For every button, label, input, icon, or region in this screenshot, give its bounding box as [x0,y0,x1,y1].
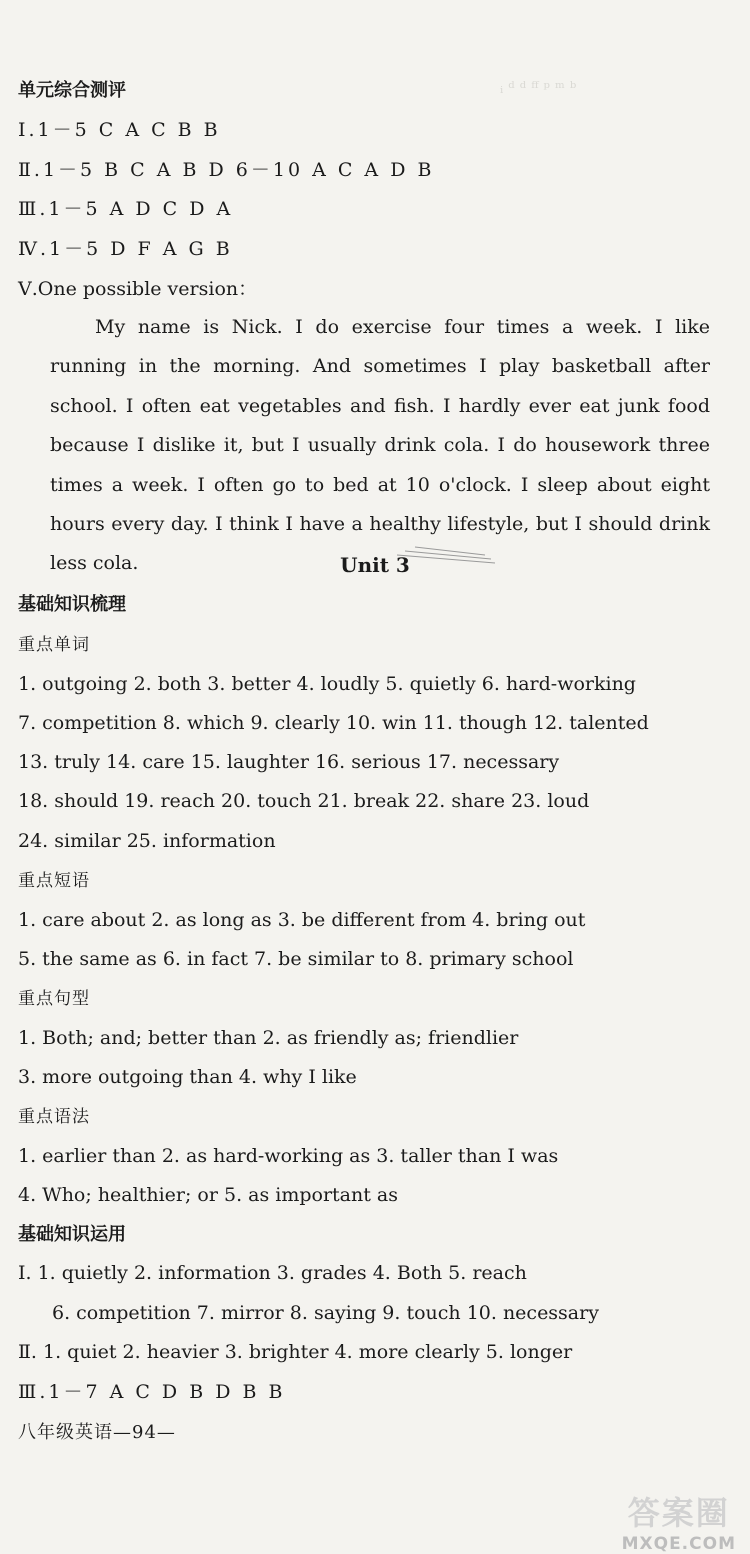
key-grammar-label: 重点语法 [18,1107,90,1127]
answer-line: Ⅲ.1－7 A C D B D B B [18,1381,286,1403]
site-watermark [622,1488,736,1554]
answer-line: 13. truly 14. care 15. laughter 16. serious 17. necessary [18,751,560,773]
answer-line: Ⅲ.1－5 A D C D A [18,198,234,220]
answer-line: 3. more outgoing than 4. why I like [18,1066,357,1088]
pen-scribble [395,541,500,571]
basics-heading: 基础知识梳理 [18,594,126,615]
answer-line: Ⅱ.1－5 B C A B D 6－10 A C A D B [18,159,435,181]
answer-page: ᵢ ᵈ ᵈ ᶠᶠ ᵖ ᵐ ᵇ 单元综合测评 Ⅰ.1－5 C A C B B Ⅱ.1－5 B C A B D 6－10 A C A D B Ⅲ.1－5 A D C D A Ⅳ.1－5 D F A G B Ⅴ.One possible version： My name is Nick. I do exercise four times a week. I like running in the morning. And sometimes I play basketball after school. I often eat vegetables and fish. I hardly ever eat junk food because I dislike it, but I usually drink cola. I do housework three times a week. I often go to bed at 10 o'clock. I sleep about eight hours every day. I think I have a healthy lifestyle, but I should drink less cola. Unit 3 基础知识梳理 重点单词 1. outgoing 2. both 3. better 4. loudly 5. quietly 6. hard-working 7. competition 8. which 9. clearly 10. win 11. though 12. talented 13. truly 14. care 15. laughter 16. serious 17. necessary 18. should 19. reach 20. touch 21. break 22. share 23. loud 24. similar 25. information 重点短语 1. care about 2. as long as 3. be different from 4. bring out 5. the same as 6. in fact 7. be similar to 8. primary school 重点句型 1. Both; and; better than 2. as friendly as; friendlier 3. more outgoing than 4. why I like 重点语法 1. earlier than 2. as hard-working as 3. taller than I was 4. Who; healthier; or 5. as important as 基础知识运用 Ⅰ. 1. quietly 2. information 3. grades 4. Both 5. reach 6. competition 7. mirror 8. saying 9. touch 10. necessary Ⅱ. 1. quiet 2. heavier 3. brighter 4. more clearly 5. longer Ⅲ.1－7 A C D B D B B 八年级英语—94— 答案圈 MXQE.COM [0,0,750,1554]
answer-line: 1. Both; and; better than 2. as friendly as; friendlier [18,1027,519,1049]
answer-line: 5. the same as 6. in fact 7. be similar to 8. primary school [18,948,574,970]
answer-line: Ⅰ.1－5 C A C B B [18,119,221,141]
key-sentences-label: 重点句型 [18,989,90,1009]
page-footer: 八年级英语—94— [18,1422,176,1443]
essay-text: My name is Nick. I do exercise four times a week. I like running in the morning. And sometimes I play basketball after school. I often eat vegetables and fish. I hardly ever eat junk food because I dislike it, but I usually drink cola. I do housework three times a week. I often go to bed at 10 o'clock. I sleep about eight hours every day. I think I have a healthy lifestyle, but I should drink less cola. [50,316,710,575]
answer-line: 24. similar 25. information [18,830,276,852]
answer-line: 1. earlier than 2. as hard-working as 3. taller than I was [18,1145,559,1167]
essay-paragraph [50,308,710,584]
watermark-url: MXQE.COM [621,1534,736,1554]
answer-line: 6. competition 7. mirror 8. saying 9. touch 10. necessary [52,1302,599,1324]
answer-line: 1. care about 2. as long as 3. be different from 4. bring out [18,909,586,931]
answer-line: 4. Who; healthier; or 5. as important as [18,1184,398,1206]
answer-line: 1. outgoing 2. both 3. better 4. loudly 5. quietly 6. hard-working [18,673,636,695]
application-heading: 基础知识运用 [18,1224,126,1245]
key-phrases-label: 重点短语 [18,871,90,891]
answer-line: Ⅳ.1－5 D F A G B [18,238,233,260]
answer-line: 18. should 19. reach 20. touch 21. break 22. share 23. loud [18,790,590,812]
unit-title: Unit 3 [340,553,410,577]
answer-line: Ⅰ. 1. quietly 2. information 3. grades 4. Both 5. reach [18,1262,527,1284]
unit-review-heading: 单元综合测评 [18,80,126,101]
answer-line: 7. competition 8. which 9. clearly 10. win 11. though 12. talented [18,712,649,734]
watermark-logo-text: 答案圈 [627,1494,730,1532]
answer-line: Ⅱ. 1. quiet 2. heavier 3. brighter 4. more clearly 5. longer [18,1341,573,1363]
key-words-label: 重点单词 [18,635,90,655]
essay-intro: Ⅴ.One possible version： [18,278,258,300]
